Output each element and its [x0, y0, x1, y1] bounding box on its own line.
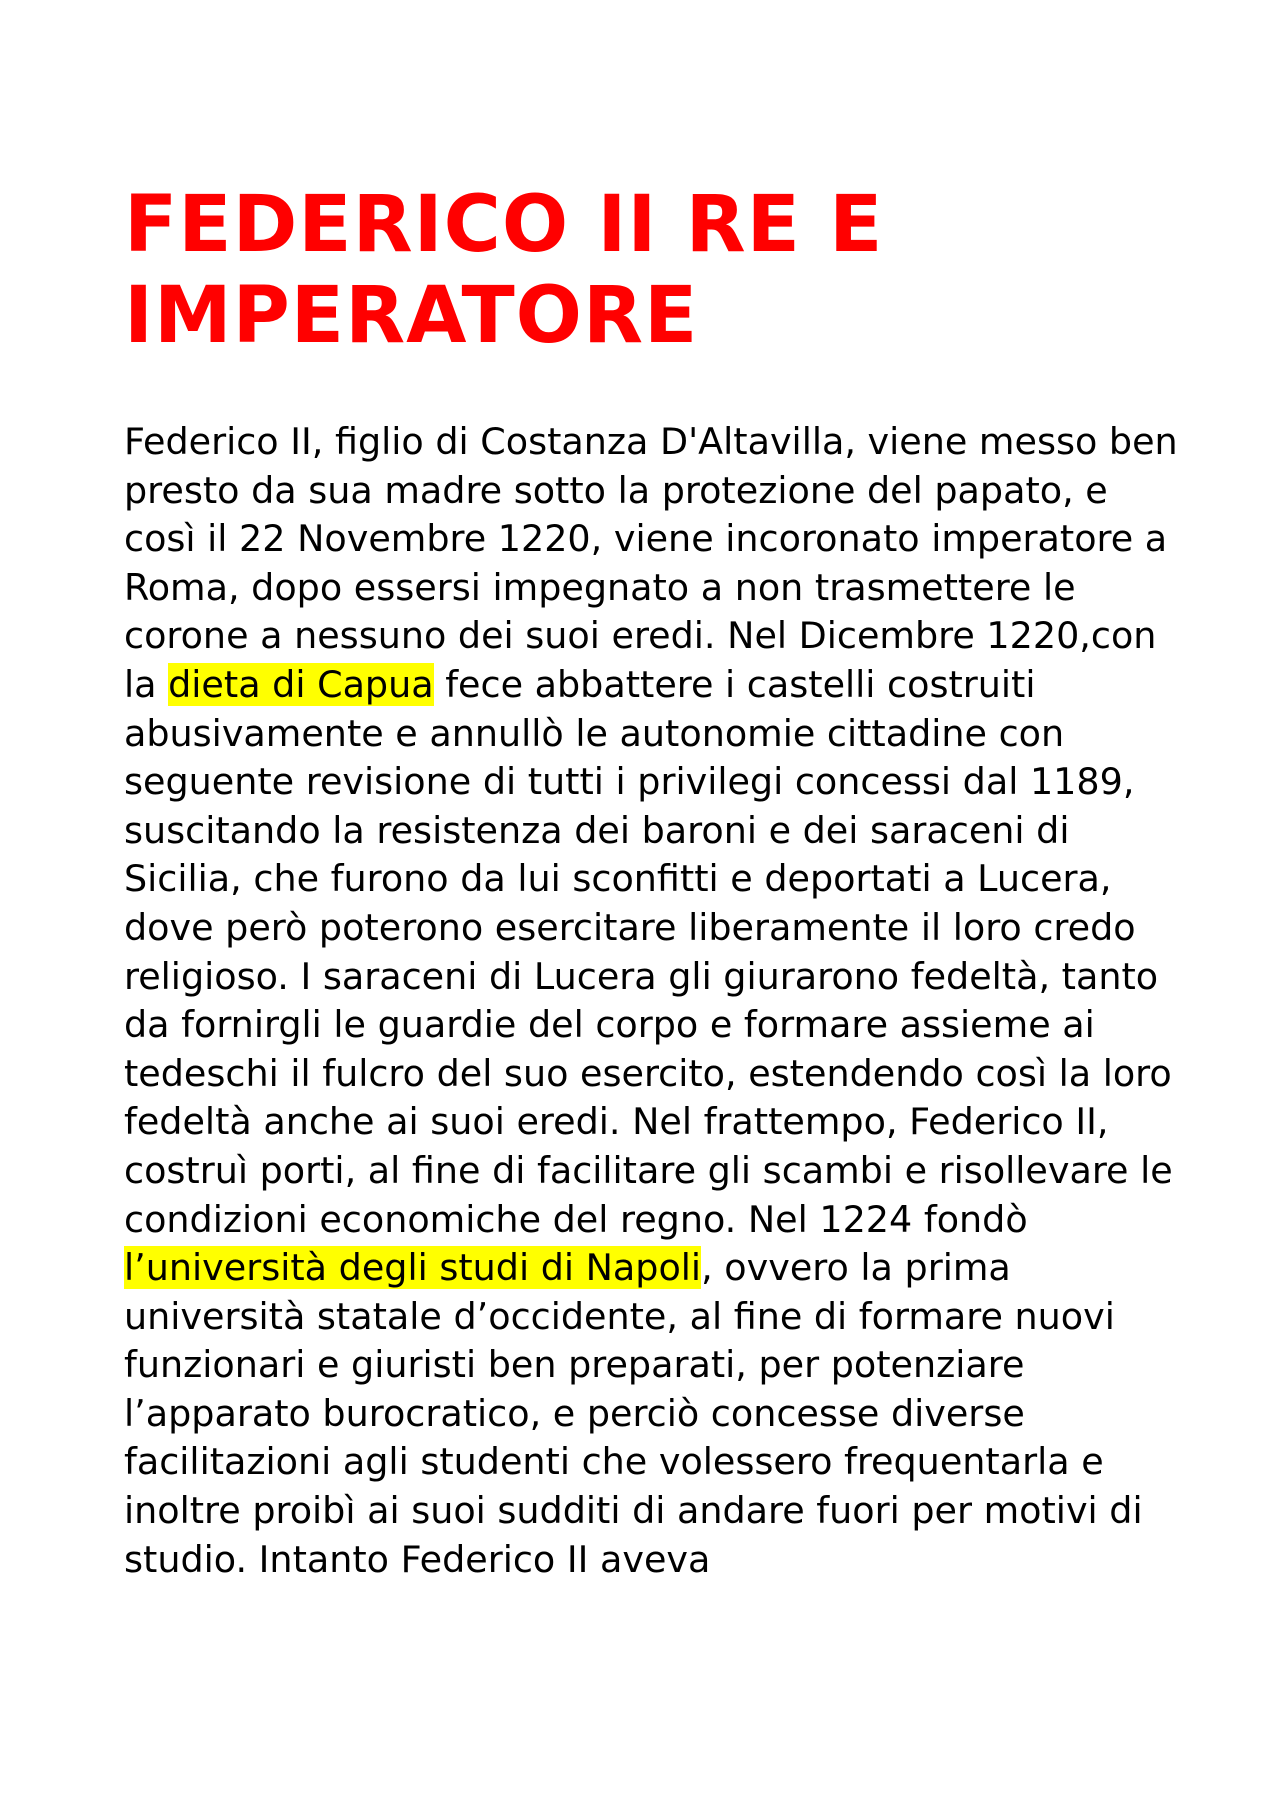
document-title: FEDERICO II RE E IMPERATORE [124, 180, 884, 361]
paragraph-text: Federico II, figlio di Costanza D'Altavilla, viene messo ben presto da sua madre sotto la protezione del papato, e così il 22 Novembre 1220, viene incoronato imperatore a Roma, dopo essersi impegnato a non trasmettere le corone a nessuno dei suoi eredi. Nel Dicembre 1220,con la [124, 420, 1178, 706]
highlighted-text: l’università degli studi di Napoli [124, 1246, 702, 1290]
highlighted-text: dieta di Capua [168, 662, 434, 706]
paragraph-text: , ovvero la prima università statale d’occidente, al fine di formare nuovi funzionari e giuristi ben preparati, per potenziare l’apparato burocratico, e perciò concesse diverse facilitazioni agli studenti che volessero frequentarla e inoltre proibì ai suoi sudditi di andare fuori per motivi di studio. Intanto Federico II aveva [124, 1246, 1143, 1581]
document-page [124, 180, 1184, 1584]
paragraph-text: fece abbattere i castelli costruiti abusivamente e annullò le autonomie cittadine con seguente revisione di tutti i privilegi concessi dal 1189, suscitando la resistenza dei baroni e dei saraceni di Sicilia, che furono da lui sconfitti e deportati a Lucera, dove però poterono esercitare liberamente il loro credo religioso. I saraceni di Lucera gli giurarono fedeltà, tanto da fornirgli le guardie del corpo e formare assieme ai tedeschi il fulcro del suo esercito, estendendo così la loro fedeltà anche ai suoi eredi. Nel frattempo, Federico II, costruì porti, al fine di facilitare gli scambi e risollevare le condizioni economiche del regno. Nel 1224 fondò [124, 662, 1173, 1241]
body-paragraph [124, 418, 1184, 1584]
